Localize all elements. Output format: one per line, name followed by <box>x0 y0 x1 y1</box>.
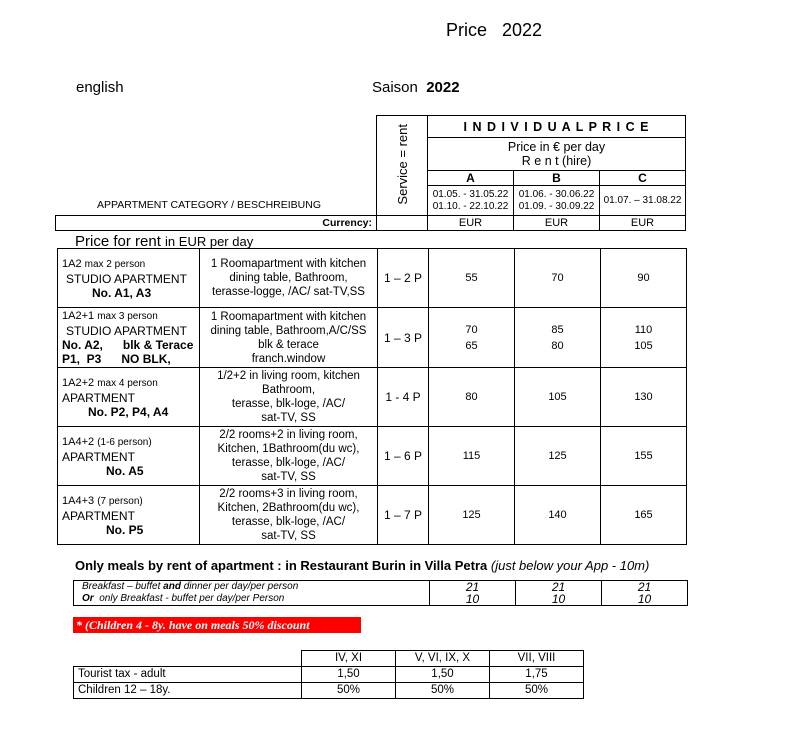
column-b-letter: B <box>514 171 600 186</box>
persons-cell: 1 - 4 P <box>378 368 429 427</box>
meals-heading-italic: (just below your App - 10m) <box>490 558 650 573</box>
price-value: 105 <box>634 339 653 352</box>
apartment-type: APARTMENT <box>62 508 135 523</box>
price-a-cell <box>429 308 515 368</box>
meal-price-c: 10 <box>602 593 688 606</box>
apartment-code: 1A4+2 <box>62 435 95 448</box>
meal-price-a: 10 <box>430 593 516 606</box>
tax-column-header: VII, VIII <box>490 651 584 667</box>
price-c-cell: 90 <box>601 249 687 308</box>
apartment-description-cell <box>200 427 378 486</box>
tax-value: 50% <box>302 683 396 699</box>
apartment-category-cell <box>58 368 200 427</box>
description-line: blk & terace <box>258 338 319 351</box>
column-b-dates2: 01.09. - 30.09.22 <box>518 200 595 212</box>
price-b-cell <box>515 308 601 368</box>
tax-row-label: Tourist tax - adult <box>74 667 302 683</box>
apartment-type: APARTMENT <box>62 390 135 405</box>
column-c-currency: EUR <box>600 216 686 231</box>
apartment-category-cell <box>58 486 200 545</box>
column-c-dates <box>600 186 686 216</box>
column-a-dates <box>428 186 514 216</box>
apartment-type: APARTMENT <box>62 449 135 464</box>
price-b-cell: 125 <box>515 427 601 486</box>
service-label: Service = rent <box>394 123 410 205</box>
rent-label-main: Price for rent <box>75 233 161 250</box>
meal-label-cell <box>74 581 430 594</box>
table-row <box>58 486 687 545</box>
meal-label-pre: Breakfast – buffet <box>82 581 161 592</box>
description-line: 2/2 rooms+2 in living room, <box>219 429 358 441</box>
price-a-cell: 55 <box>429 249 515 308</box>
apartment-type: STUDIO APARTMENT <box>66 271 187 286</box>
apartment-category-cell <box>58 427 200 486</box>
column-c-letter: C <box>600 171 686 186</box>
tax-value: 50% <box>490 683 584 699</box>
price-per-day-cell <box>428 138 686 171</box>
column-b-dates <box>514 186 600 216</box>
apartment-price-table <box>57 248 687 545</box>
apartment-code: 1A4+3 <box>62 494 95 507</box>
price-b-cell: 105 <box>515 368 601 427</box>
meal-price-b: 10 <box>516 593 602 606</box>
description-line: franch.window <box>251 352 326 365</box>
price-c-cell: 165 <box>601 486 687 545</box>
column-c-dates1: 01.07. – 31.08.22 <box>603 194 682 206</box>
table-row <box>58 249 687 308</box>
price-value: 70 <box>465 323 478 336</box>
apartment-description-cell <box>200 368 378 427</box>
apartment-description-cell <box>200 308 378 368</box>
saison-year: 2022 <box>426 79 460 96</box>
table-row <box>74 667 584 683</box>
meals-heading-bold: Only meals by rent of apartment : in Restaurant Burin in Villa Petra <box>75 558 488 573</box>
table-row <box>74 593 688 606</box>
description-line: 1 Roomapartment with kitchen <box>210 258 367 270</box>
description-line: Kitchen, 1Bathroom(du wc), <box>217 443 360 455</box>
price-b-cell: 70 <box>515 249 601 308</box>
apartment-numbers: No. A1, A3 <box>92 285 152 300</box>
price-a-cell: 115 <box>429 427 515 486</box>
column-a-letter: A <box>428 171 514 186</box>
apartment-category-cell <box>58 308 200 368</box>
children-discount-note: * (Children 4 - 8y. have on meals 50% discount <box>73 617 361 633</box>
column-b-dates1: 01.06. - 30.06.22 <box>518 188 595 200</box>
description-line: Bathroom, <box>261 384 316 396</box>
apartment-numbers: No. P5 <box>106 522 144 537</box>
tourist-tax-table <box>73 650 584 699</box>
description-line: terasse, blk-loge, /AC/ <box>231 516 346 528</box>
meal-price-b: 21 <box>516 581 602 594</box>
price-a-cell: 80 <box>429 368 515 427</box>
table-row <box>58 308 687 368</box>
description-line: terasse, blk-loge, /AC/ <box>231 457 346 469</box>
apartment-description-cell <box>200 249 378 308</box>
tax-row-label: Children 12 – 18y. <box>74 683 302 699</box>
meal-label-bold: Or <box>82 593 94 604</box>
saison-text: Saison <box>372 79 418 96</box>
table-row <box>58 427 687 486</box>
column-a-currency: EUR <box>428 216 514 231</box>
column-b-currency: EUR <box>514 216 600 231</box>
persons-cell: 1 – 7 P <box>378 486 429 545</box>
meal-label-cell <box>74 593 430 606</box>
column-a-dates2: 01.10. - 22.10.22 <box>432 200 509 212</box>
apartment-code: 1A2+2 <box>62 376 95 389</box>
tax-corner-cell <box>74 651 302 667</box>
description-line: 1/2+2 in living room, kitchen <box>217 370 360 382</box>
apartment-numbers: No. A2, blk & Terace <box>62 338 194 352</box>
tax-column-header: V, VI, IX, X <box>396 651 490 667</box>
description-line: sat-TV, SS <box>261 471 316 483</box>
column-a-dates1: 01.05. - 31.05.22 <box>432 188 509 200</box>
meal-label-post: dinner per day/per person <box>183 581 299 592</box>
tax-value: 50% <box>396 683 490 699</box>
apartment-code: 1A2+1 <box>62 310 95 322</box>
description-line: terasse-logge, /AC/ sat-TV,SS <box>212 286 365 298</box>
table-row <box>58 368 687 427</box>
meal-label-bold: and <box>163 581 181 592</box>
category-label: APPARTMENT CATEGORY / BESCHREIBUNG <box>96 199 322 211</box>
price-line2: R e n t (hire) <box>521 154 592 168</box>
tax-column-header: IV, XI <box>302 651 396 667</box>
apartment-code-note: (7 person) <box>97 495 143 507</box>
tax-value: 1,50 <box>396 667 490 683</box>
description-line: 2/2 rooms+3 in living room, <box>219 488 358 500</box>
language-label: english <box>76 79 124 96</box>
apartment-code-note: max 4 person <box>97 377 158 389</box>
description-line: 1 Roomapartment with kitchen <box>210 310 367 323</box>
persons-cell: 1 – 2 P <box>378 249 429 308</box>
apartment-code-note: (1-6 person) <box>97 436 152 448</box>
rent-label-sub: in EUR per day <box>165 234 254 249</box>
description-line: sat-TV, SS <box>261 530 316 542</box>
apartment-numbers: No. P2, P4, A4 <box>88 404 169 419</box>
price-value: 110 <box>634 323 653 336</box>
price-b-cell: 140 <box>515 486 601 545</box>
price-a-cell: 125 <box>429 486 515 545</box>
meal-label-post: only Breakfast - buffet per day/per Person <box>99 593 285 604</box>
tax-value: 1,50 <box>302 667 396 683</box>
price-value: 85 <box>551 323 564 336</box>
meal-price-a: 21 <box>430 581 516 594</box>
meals-table <box>73 580 688 606</box>
apartment-category-cell <box>58 249 200 308</box>
price-c-cell <box>601 308 687 368</box>
apartment-description-cell <box>200 486 378 545</box>
price-c-cell: 155 <box>601 427 687 486</box>
description-line: Kitchen, 2Bathroom(du wc), <box>217 502 360 514</box>
service-header-cell <box>377 116 428 216</box>
service-currency-cell <box>377 216 428 231</box>
individual-price-header: I N D I V I D U A L P R I C E <box>428 116 686 138</box>
description-line: dining table, Bathroom,A/C/SS <box>210 324 367 337</box>
apartment-code: 1A2 <box>62 257 82 270</box>
apartment-code-note: max 3 person <box>97 311 158 322</box>
price-header-table <box>55 115 686 231</box>
persons-cell: 1 – 3 P <box>378 308 429 368</box>
page-title: Price 2022 <box>446 20 543 40</box>
description-line: dining table, Bathroom, <box>229 272 348 284</box>
apartment-extra: P1, P3 NO BLK, <box>62 352 171 366</box>
price-value: 65 <box>465 339 478 352</box>
table-row <box>74 683 584 699</box>
meal-price-c: 21 <box>602 581 688 594</box>
persons-cell: 1 – 6 P <box>378 427 429 486</box>
apartment-numbers: No. A5 <box>106 463 144 478</box>
price-c-cell: 130 <box>601 368 687 427</box>
category-header-cell <box>56 116 363 216</box>
apartment-type: STUDIO APARTMENT <box>66 324 187 338</box>
table-row <box>74 581 688 594</box>
meals-heading <box>75 558 649 573</box>
price-line1: Price in € per day <box>507 140 606 154</box>
currency-label: Currency: <box>56 216 377 231</box>
tax-value: 1,75 <box>490 667 584 683</box>
price-value: 80 <box>551 339 564 352</box>
description-line: sat-TV, SS <box>261 412 316 424</box>
apartment-code-note: max 2 person <box>84 258 146 270</box>
table-row <box>74 651 584 667</box>
description-line: terasse, blk-loge, /AC/ <box>231 398 346 410</box>
saison-label <box>372 79 460 96</box>
